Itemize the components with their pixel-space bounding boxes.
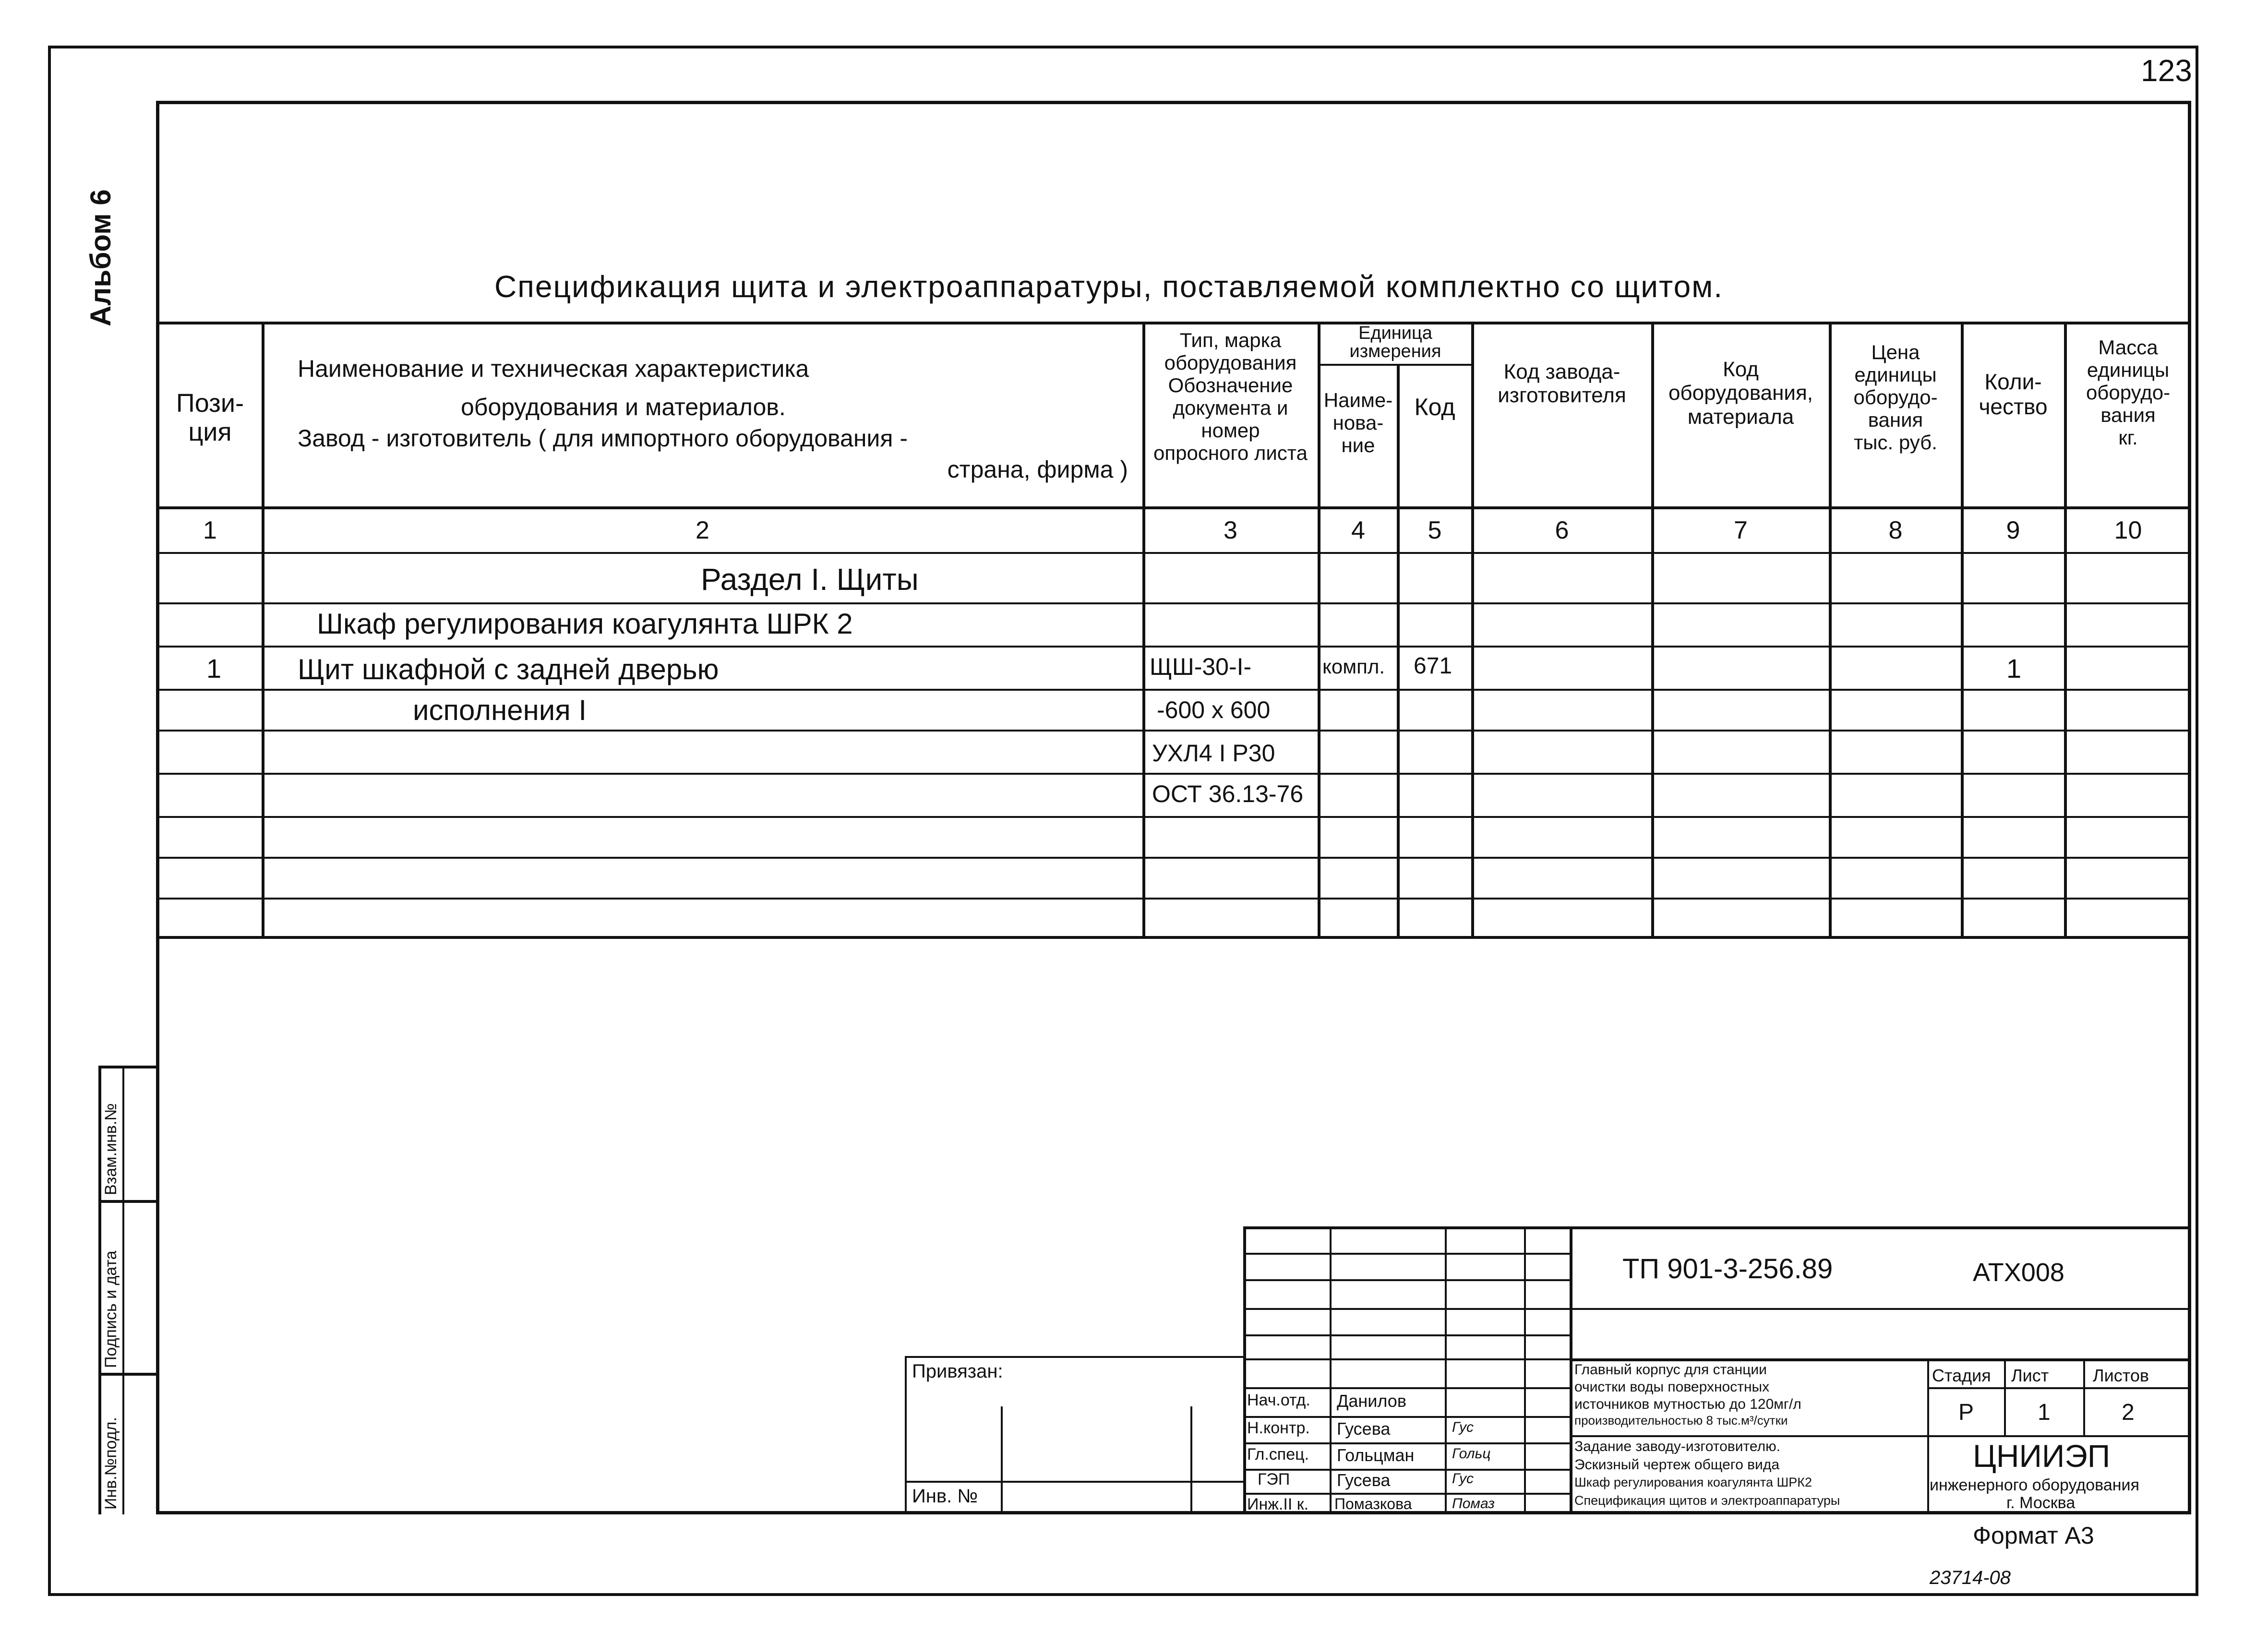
table-top-line (156, 322, 2191, 324)
cabinet-heading: Шкаф регулирования коагулянта ШРК 2 (317, 608, 853, 640)
stamp-line (1927, 1387, 2191, 1389)
col-number-6: 6 (1555, 516, 1569, 544)
stamp-row-line (1243, 1279, 1570, 1281)
item-type-4: ОСТ 36.13-76 (1152, 780, 1304, 807)
role-inzh: Инж.II к. (1247, 1495, 1309, 1513)
org-subtitle: инженерного оборудования (1930, 1476, 2139, 1494)
item-type-3: УХЛ4 I Р30 (1152, 740, 1275, 767)
col-divider (1318, 322, 1320, 936)
sheet-label: Лист (2011, 1366, 2049, 1385)
stamp-top-line (1243, 1226, 2191, 1229)
stamp-line (1570, 1308, 2191, 1310)
table-bottom-line (156, 936, 2191, 939)
col-divider (1397, 364, 1400, 936)
header-unit-name: Наиме- нова- ние (1323, 389, 1393, 457)
col-number-4: 4 (1351, 516, 1365, 544)
sidebar-line (98, 1066, 156, 1068)
stamp-row-line (1243, 1469, 1570, 1471)
item-type-2: -600 x 600 (1157, 696, 1271, 723)
item-quantity: 1 (2006, 653, 2022, 684)
stamp-divider (1445, 1226, 1447, 1514)
col-number-3: 3 (1224, 516, 1237, 544)
stamp-row-line (1243, 1442, 1570, 1444)
name-pomazkova: Помазкова (1334, 1495, 1412, 1512)
header-unit-group: Единица измерения (1349, 323, 1441, 361)
signature-3: Гус (1452, 1471, 1474, 1487)
stamp-row-line (1243, 1416, 1570, 1418)
role-gl-spec: Гл.спец. (1247, 1445, 1309, 1464)
stamp-divider (1927, 1358, 1929, 1514)
header-unit-mass: Масса единицы оборудо- вания кг. (2086, 336, 2171, 449)
header-name-line3: Завод - изготовитель ( для импортного оборудования - (298, 425, 908, 452)
drawing-desc-3: Шкаф регулирования коагулянта ШРК2 (1574, 1475, 1812, 1489)
stamp-line (1570, 1435, 2191, 1437)
role-n-kontr: Н.контр. (1247, 1419, 1310, 1437)
project-desc-4: производительностью 8 тыс.м³/сутки (1574, 1413, 1788, 1428)
header-position: Пози- ция (176, 389, 244, 447)
privyazan-row-line (905, 1481, 1243, 1483)
header-bottom-line (156, 506, 2191, 509)
sheet-code: АТХ008 (1973, 1258, 2064, 1287)
stamp-row-line (1243, 1253, 1570, 1255)
org-name: ЦНИИЭП (1973, 1438, 2111, 1474)
sidebar-line (98, 1373, 156, 1376)
name-golcman: Гольцман (1337, 1445, 1415, 1465)
col-number-5: 5 (1428, 516, 1442, 544)
sheet-value: 1 (2038, 1400, 2051, 1425)
stamp-line (1570, 1358, 2191, 1361)
privyazan-label: Привязан: (912, 1361, 1003, 1382)
name-danilov: Данилов (1337, 1391, 1406, 1411)
stage-label: Стадия (1932, 1366, 1991, 1385)
header-name-line4: страна, фирма ) (947, 456, 1128, 483)
sheets-value: 2 (2122, 1400, 2135, 1425)
sidebar-inv-podl: Инв.№подл. (102, 1417, 120, 1510)
row-line (156, 773, 2191, 775)
stamp-row-line (1243, 1387, 1570, 1389)
sidebar-sign-date: Подпись и дата (102, 1250, 120, 1368)
item-name-line1: Щит шкафной с задней дверью (298, 653, 719, 685)
col-number-10: 10 (2114, 516, 2142, 544)
row-line (156, 730, 2191, 732)
header-quantity: Коли- чество (1979, 369, 2048, 419)
sidebar-edge (98, 1066, 101, 1514)
row-line (156, 857, 2191, 859)
privyazan-left-edge (905, 1356, 907, 1514)
sidebar-divider (122, 1066, 124, 1514)
drawing-desc-4: Спецификация щитов и электроаппаратуры (1574, 1493, 1840, 1508)
name-guseva-2: Гусева (1337, 1470, 1391, 1490)
header-unit-code: Код (1414, 394, 1455, 420)
drawing-desc-2: Эскизный чертеж общего вида (1574, 1457, 1780, 1473)
signature-2: Гольц (1452, 1446, 1491, 1462)
drawing-desc-1: Задание заводу-изготовителю. (1574, 1439, 1780, 1454)
item-code: 671 (1414, 653, 1452, 679)
signature-1: Гус (1452, 1419, 1474, 1435)
section-heading: Раздел I. Щиты (701, 562, 919, 597)
stamp-row-line (1243, 1358, 1570, 1360)
signature-4: Помаз (1452, 1496, 1495, 1512)
header-unit-price: Цена единицы оборудо- вания тыс. руб. (1853, 341, 1938, 454)
stamp-divider (1570, 1226, 1572, 1514)
document-title: Спецификация щита и электроаппаратуры, поставляемой комплектно со щитом. (494, 269, 1723, 304)
stage-value: Р (1958, 1400, 1974, 1425)
inv-no-label: Инв. № (912, 1486, 978, 1507)
role-gep: ГЭП (1258, 1470, 1290, 1488)
col-number-1: 1 (203, 516, 217, 544)
stamp-divider (1330, 1226, 1332, 1514)
stamp-left-edge (1243, 1226, 1246, 1514)
project-desc-2: очистки воды поверхностных (1574, 1379, 1770, 1395)
header-name-line2: оборудования и материалов. (461, 394, 786, 420)
album-label: Альбом 6 (84, 189, 117, 326)
stamp-row-line (1243, 1334, 1570, 1336)
org-city: г. Москва (2006, 1494, 2076, 1512)
name-guseva: Гусева (1337, 1419, 1391, 1439)
stamp-row-line (1243, 1493, 1570, 1495)
sidebar-vzam: Взам.инв.№ (102, 1103, 120, 1195)
item-position: 1 (206, 653, 222, 684)
row-line (156, 689, 2191, 691)
project-desc-1: Главный корпус для станции (1574, 1362, 1767, 1378)
privyazan-divider (1190, 1406, 1192, 1514)
header-factory-code: Код завода- изготовителя (1498, 360, 1626, 408)
archive-number: 23714-08 (1930, 1567, 2011, 1588)
sheets-label: Листов (2093, 1366, 2149, 1385)
page-number: 123 (2141, 53, 2192, 88)
stamp-row-line (1243, 1308, 1570, 1310)
row-line (156, 602, 2191, 604)
col-divider (1471, 322, 1474, 936)
privyazan-top-line (905, 1356, 1243, 1358)
row-line (156, 552, 2191, 554)
item-name-line2: исполнения I (413, 694, 587, 726)
row-line (156, 898, 2191, 900)
format-label: Формат А3 (1973, 1522, 2094, 1549)
stamp-divider (1524, 1226, 1526, 1514)
unit-group-line (1318, 364, 1471, 366)
col-number-2: 2 (696, 516, 709, 544)
item-type-1: ЩШ-30-I- (1150, 653, 1252, 680)
stamp-divider (2004, 1358, 2006, 1435)
privyazan-divider (1001, 1406, 1003, 1514)
col-number-7: 7 (1734, 516, 1748, 544)
row-line (156, 646, 2191, 648)
header-equipment-code: Код оборудования, материала (1668, 358, 1813, 429)
item-unit: компл. (1322, 655, 1385, 678)
project-desc-3: источников мутностью до 120мг/л (1574, 1396, 1801, 1412)
row-line (156, 816, 2191, 818)
stamp-divider (2083, 1358, 2085, 1435)
col-divider (262, 322, 264, 936)
doc-code: ТП 901-3-256.89 (1622, 1253, 1833, 1284)
sidebar-line (98, 1200, 156, 1203)
col-number-9: 9 (2006, 516, 2020, 544)
header-name-line1: Наименование и техническая характеристика (298, 355, 809, 382)
header-type: Тип, марка оборудования Обозначение документа и номер опросного листа (1153, 329, 1308, 465)
role-nach-otd: Нач.отд. (1247, 1391, 1310, 1409)
col-number-8: 8 (1888, 516, 1903, 544)
